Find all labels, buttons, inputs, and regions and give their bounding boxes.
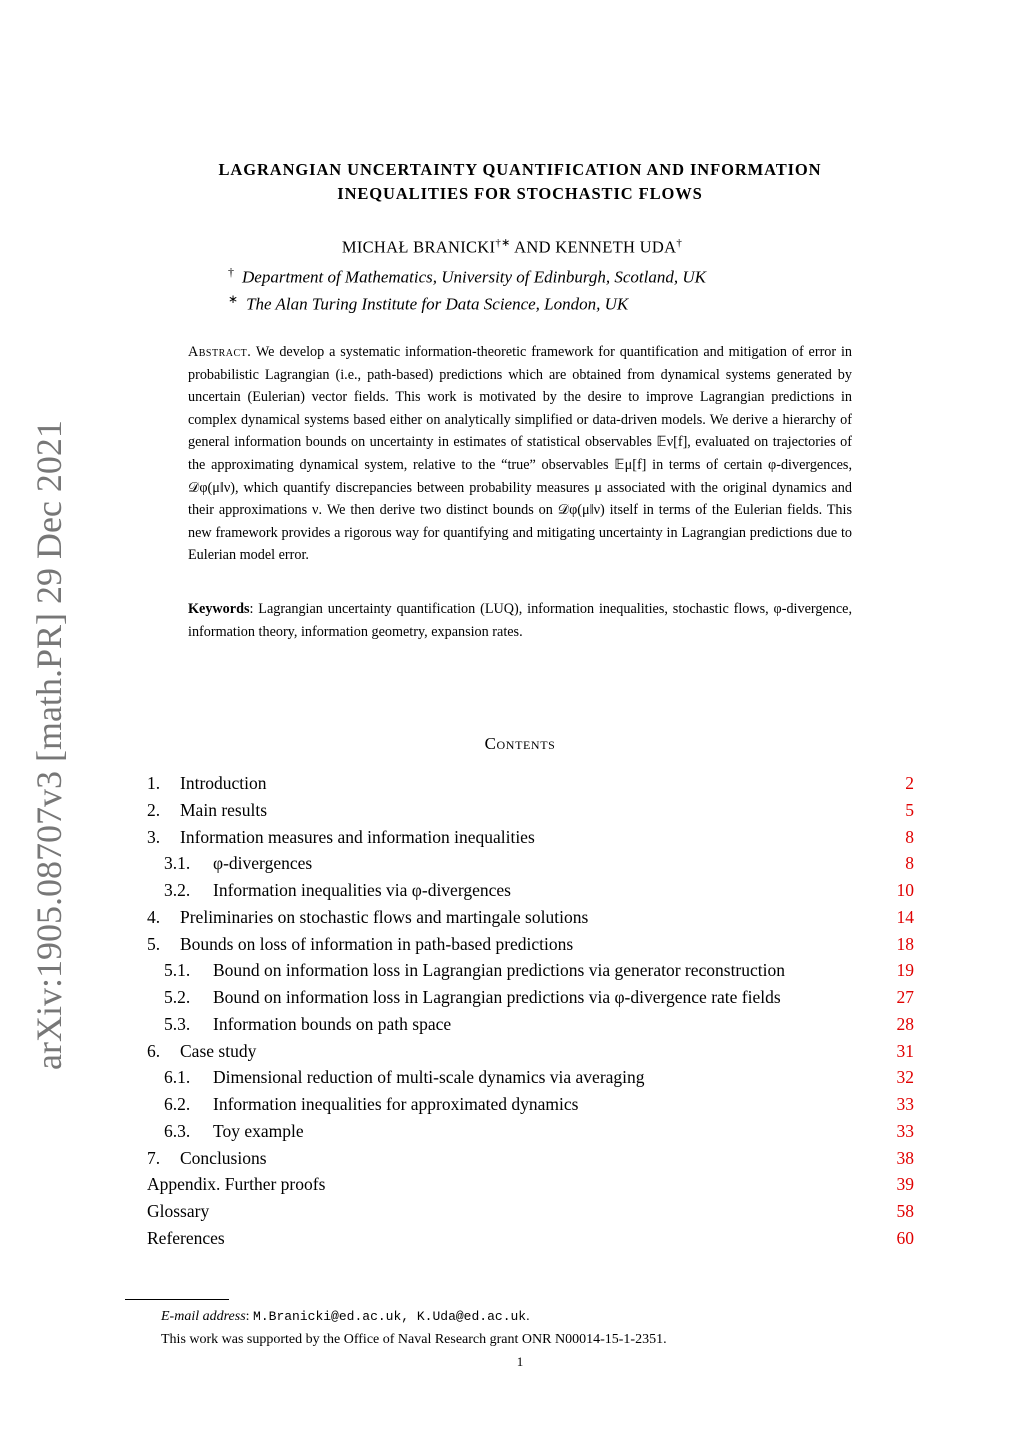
toc-entry[interactable] bbox=[147, 824, 914, 851]
toc-title: φ-divergences bbox=[213, 853, 313, 874]
toc-title: References bbox=[147, 1227, 225, 1248]
toc-number: 6.3. bbox=[164, 1120, 191, 1141]
toc-page-link[interactable]: 10 bbox=[896, 880, 914, 900]
toc-page-link[interactable]: 28 bbox=[896, 1013, 914, 1034]
toc-page-link[interactable]: 33 bbox=[896, 1094, 914, 1114]
toc-title: Information inequalities via φ-divergences bbox=[213, 880, 511, 900]
toc-subentry[interactable] bbox=[147, 984, 914, 1011]
toc-subentry[interactable] bbox=[147, 877, 914, 904]
toc-page-link[interactable]: 14 bbox=[896, 906, 914, 927]
arxiv-identifier: arXiv:1905.08707v3 [math.PR] 29 Dec 2021 bbox=[29, 420, 69, 1070]
toc-entry[interactable] bbox=[147, 1225, 914, 1252]
paper-title-line-2: INEQUALITIES FOR STOCHASTIC FLOWS bbox=[337, 184, 703, 203]
toc-page-link[interactable]: 27 bbox=[896, 987, 914, 1007]
author-2-name: KENNETH UDA bbox=[555, 237, 677, 257]
contents-heading: Contents bbox=[484, 734, 556, 753]
toc-page-link[interactable]: 31 bbox=[896, 1040, 914, 1061]
toc-page-link[interactable]: 60 bbox=[896, 1227, 914, 1248]
toc-title: Information measures and information inequalities bbox=[180, 826, 535, 847]
toc-entry[interactable] bbox=[147, 1171, 914, 1198]
toc-entry[interactable] bbox=[147, 931, 914, 958]
toc-title: Bound on information loss in Lagrangian predictions via generator reconstruction bbox=[213, 960, 786, 981]
author-connector: AND bbox=[514, 237, 551, 257]
keywords-label: Keywords bbox=[188, 601, 250, 617]
abstract-label: Abstract. bbox=[188, 344, 252, 360]
toc-title: Dimensional reduction of multi-scale dynamics via averaging bbox=[213, 1067, 645, 1088]
toc-title: Information inequalities for approximated dynamics bbox=[213, 1094, 579, 1114]
affiliation-2 bbox=[228, 292, 628, 315]
author-2-marks: † bbox=[676, 237, 683, 249]
toc-page-link[interactable]: 33 bbox=[896, 1120, 914, 1141]
table-of-contents bbox=[147, 770, 914, 1252]
toc-title: Case study bbox=[180, 1040, 257, 1061]
toc-subentry[interactable] bbox=[147, 850, 914, 877]
page-number: 1 bbox=[516, 1354, 524, 1369]
affiliation-1-text: Department of Mathematics, University of Edinburgh, Scotland, UK bbox=[242, 267, 706, 287]
author-1-marks: †∗ bbox=[495, 237, 511, 249]
toc-page-link[interactable]: 38 bbox=[896, 1147, 914, 1168]
toc-number: 5.1. bbox=[164, 960, 191, 981]
toc-number: 5.2. bbox=[164, 987, 191, 1007]
toc-subentry[interactable] bbox=[147, 1118, 914, 1145]
toc-page-link[interactable]: 8 bbox=[905, 853, 914, 874]
keywords bbox=[188, 598, 852, 643]
toc-title: Main results bbox=[180, 799, 268, 820]
toc-subentry[interactable] bbox=[147, 1091, 914, 1118]
affiliation-1-mark: † bbox=[228, 265, 234, 279]
toc-title: Introduction bbox=[180, 773, 267, 793]
toc-number: 7. bbox=[147, 1147, 161, 1168]
email-addresses[interactable]: M.Branicki@ed.ac.uk, K.Uda@ed.ac.uk bbox=[253, 1309, 527, 1324]
footnote-funding: This work was supported by the Office of Naval Research grant ONR N00014-15-1-2351. bbox=[161, 1332, 667, 1347]
toc-number: 1. bbox=[147, 773, 161, 793]
paper-title-line-1: LAGRANGIAN UNCERTAINTY QUANTIFICATION AND INFORMATION bbox=[218, 160, 822, 179]
toc-subentry[interactable] bbox=[147, 1011, 914, 1038]
toc-number: 2. bbox=[147, 799, 161, 820]
toc-page-link[interactable]: 39 bbox=[896, 1174, 914, 1195]
author-line bbox=[0, 236, 1024, 258]
author-1-name: MICHAŁ BRANICKI bbox=[341, 237, 496, 257]
toc-title: Appendix. Further proofs bbox=[147, 1174, 326, 1195]
toc-entry[interactable] bbox=[147, 1038, 914, 1065]
toc-page-link[interactable]: 32 bbox=[896, 1067, 914, 1088]
toc-page-link[interactable]: 8 bbox=[905, 826, 914, 847]
toc-entry[interactable] bbox=[147, 1145, 914, 1172]
toc-subentry[interactable] bbox=[147, 1064, 914, 1091]
toc-number: 4. bbox=[147, 906, 161, 927]
toc-page-link[interactable]: 2 bbox=[905, 773, 914, 793]
toc-page-link[interactable]: 19 bbox=[896, 960, 914, 981]
footnote-rule bbox=[125, 1299, 229, 1300]
toc-entry[interactable] bbox=[147, 904, 914, 931]
toc-title: Toy example bbox=[213, 1120, 304, 1141]
affiliation-2-mark: ∗ bbox=[228, 292, 239, 306]
toc-entry[interactable] bbox=[147, 770, 914, 797]
toc-number: 6.1. bbox=[164, 1067, 191, 1088]
toc-page-link[interactable]: 58 bbox=[896, 1201, 914, 1221]
toc-entry[interactable] bbox=[147, 1198, 914, 1225]
toc-number: 6. bbox=[147, 1040, 161, 1061]
toc-page-link[interactable]: 5 bbox=[905, 799, 914, 820]
toc-number: 6.2. bbox=[164, 1094, 191, 1114]
keywords-text: : Lagrangian uncertainty quantification (LUQ), information inequalities, stochastic flows, φ-divergence, information theory, information geometry, expansion rates. bbox=[188, 601, 852, 640]
toc-number: 3. bbox=[147, 826, 161, 847]
toc-title: Bound on information loss in Lagrangian predictions via φ-divergence rate fields bbox=[213, 987, 781, 1007]
abstract bbox=[188, 341, 852, 567]
abstract-text: We develop a systematic information-theoretic framework for quantification and mitigation of error in probabilistic Lagrangian (i.e., path-based) predictions which are obtained from dynamical systems generated by uncertain (Eulerian) vector fields. This work is motivated by the desire to improve Lagrangian predictions in complex dynamical systems based either on analytically simplified or data-driven models. We derive a hierarchy of general information bounds on uncertainty in estimates of statistical observables 𝔼ν[f], evaluated on trajectories of the approximating dynamical system, relative to the “true” observables 𝔼μ[f] in terms of certain φ-divergences, 𝒟φ(μ‖ν), which quantify discrepancies between probability measures μ associated with the original dynamics and their approximations ν. We then derive two distinct bounds on 𝒟φ(μ‖ν) itself in terms of the Eulerian fields. This new framework provides a rigorous way for quantifying and mitigating uncertainty in Lagrangian predictions due to Eulerian model error. bbox=[188, 344, 852, 564]
toc-title: Bounds on loss of information in path-based predictions bbox=[180, 933, 574, 954]
toc-number: 3.2. bbox=[164, 880, 191, 900]
toc-title: Conclusions bbox=[180, 1147, 267, 1168]
email-label: E-mail address bbox=[161, 1309, 246, 1324]
toc-page-link[interactable]: 18 bbox=[896, 933, 914, 954]
affiliation-1 bbox=[228, 265, 706, 288]
toc-title: Information bounds on path space bbox=[213, 1013, 452, 1034]
toc-number: 3.1. bbox=[164, 853, 191, 874]
toc-number: 5. bbox=[147, 933, 161, 954]
toc-entry[interactable] bbox=[147, 797, 914, 824]
toc-number: 5.3. bbox=[164, 1013, 191, 1034]
footnote-email: E-mail address: M.Branicki@ed.ac.uk, K.Uda@ed.ac.uk. bbox=[161, 1309, 530, 1324]
toc-subentry[interactable] bbox=[147, 957, 914, 984]
toc-title: Glossary bbox=[147, 1201, 210, 1221]
affiliation-2-text: The Alan Turing Institute for Data Science, London, UK bbox=[246, 294, 629, 314]
toc-title: Preliminaries on stochastic flows and martingale solutions bbox=[180, 906, 589, 927]
